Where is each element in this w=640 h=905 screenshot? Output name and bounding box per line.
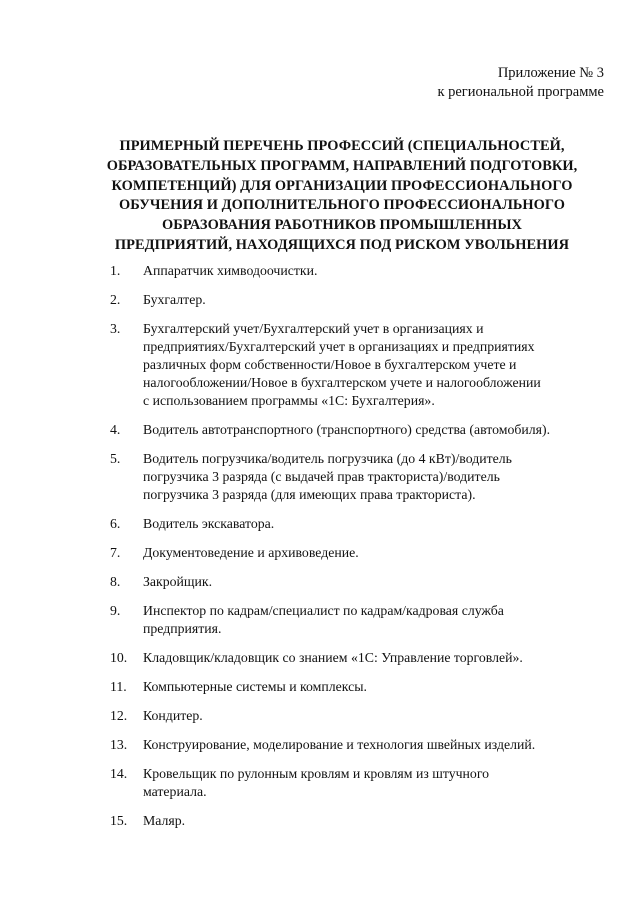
list-item-text: предприятиях/Бухгалтерский учет в организациях и предприятиях: [143, 339, 535, 354]
document-title: [92, 137, 592, 256]
list-item-number: 15.: [110, 813, 128, 828]
list-item: [110, 320, 610, 410]
list-item-text: Маляр.: [143, 813, 186, 828]
list-item-text: Документоведение и архивоведение.: [143, 545, 359, 560]
profession-list: [110, 262, 610, 841]
list-item-number: 11.: [110, 679, 127, 694]
list-item-number: 9.: [110, 603, 121, 618]
list-item-text: различных форм собственности/Новое в бухгалтерском учете и: [143, 357, 517, 372]
list-item-text: Кондитер.: [143, 708, 203, 723]
list-item: [110, 678, 610, 696]
list-item-number: 2.: [110, 292, 121, 307]
list-item-text: Конструирование, моделирование и технология швейных изделий.: [143, 737, 536, 752]
title-line: ПРЕДПРИЯТИЙ, НАХОДЯЩИХСЯ ПОД РИСКОМ УВОЛЬНЕНИЯ: [114, 236, 570, 253]
list-item-number: 14.: [110, 766, 128, 781]
list-item-number: 3.: [110, 321, 121, 336]
list-item: [110, 544, 610, 562]
list-item: [110, 649, 610, 667]
list-item-text: Закройщик.: [143, 574, 213, 589]
list-item-text: погрузчика 3 разряда (с выдачей прав тракториста)/водитель: [143, 469, 500, 484]
list-item: [110, 262, 610, 280]
list-item-number: 10.: [110, 650, 128, 665]
appendix-header: [437, 64, 604, 102]
appendix-number: Приложение № 3: [497, 65, 604, 81]
list-item-number: 1.: [110, 263, 121, 278]
list-item-number: 4.: [110, 422, 121, 437]
list-item: [110, 812, 610, 830]
list-item-text: Бухгалтер.: [143, 292, 206, 307]
list-item-text: Водитель экскаватора.: [143, 516, 275, 531]
list-item: [110, 450, 610, 504]
list-item-text: Кладовщик/кладовщик со знанием «1С: Управление торговлей».: [143, 650, 523, 665]
list-item-number: 6.: [110, 516, 121, 531]
list-item-text: Водитель погрузчика/водитель погрузчика (до 4 кВт)/водитель: [143, 451, 512, 466]
list-item-text: Кровельщик по рулонным кровлям и кровлям из штучного: [143, 766, 490, 781]
title-line: КОМПЕТЕНЦИЙ) ДЛЯ ОРГАНИЗАЦИИ ПРОФЕССИОНАЛЬНОГО: [111, 177, 573, 194]
list-item-text: предприятия.: [143, 621, 222, 636]
title-line: ОБРАЗОВАНИЯ РАБОТНИКОВ ПРОМЫШЛЕННЫХ: [162, 217, 522, 234]
list-item-number: 13.: [110, 737, 128, 752]
list-item-number: 12.: [110, 708, 128, 723]
list-item: [110, 765, 610, 801]
list-item: [110, 291, 610, 309]
list-item: [110, 707, 610, 725]
title-line: ОБРАЗОВАТЕЛЬНЫХ ПРОГРАММ, НАПРАВЛЕНИЙ ПОДГОТОВКИ,: [106, 157, 578, 174]
list-item-text: погрузчика 3 разряда (для имеющих права тракториста).: [143, 487, 476, 502]
title-line: ОБУЧЕНИЯ И ДОПОЛНИТЕЛЬНОГО ПРОФЕССИОНАЛЬНОГО: [119, 197, 565, 214]
list-item-text: Инспектор по кадрам/специалист по кадрам/кадровая служба: [143, 603, 504, 618]
list-item: [110, 736, 610, 754]
list-item: [110, 421, 610, 439]
title-line: ПРИМЕРНЫЙ ПЕРЕЧЕНЬ ПРОФЕССИЙ (СПЕЦИАЛЬНОСТЕЙ,: [119, 138, 565, 154]
list-item-text: с использованием программы «1С: Бухгалтерия».: [143, 393, 435, 408]
list-item-text: Водитель автотранспортного (транспортного) средства (автомобиля).: [143, 422, 551, 437]
appendix-reference: к региональной программе: [437, 84, 604, 100]
list-item: [110, 515, 610, 533]
list-item-number: 7.: [110, 545, 121, 560]
list-item-text: Аппаратчик химводоочистки.: [143, 263, 318, 278]
list-item-text: Компьютерные системы и комплексы.: [143, 679, 367, 694]
list-item-number: 8.: [110, 574, 121, 589]
list-item-text: Бухгалтерский учет/Бухгалтерский учет в организациях и: [143, 321, 484, 336]
list-item: [110, 573, 610, 591]
list-item-text: налогообложении/Новое в бухгалтерском учете и налогообложении: [143, 375, 541, 390]
list-item-text: материала.: [143, 784, 207, 799]
list-item-number: 5.: [110, 451, 121, 466]
list-item: [110, 602, 610, 638]
